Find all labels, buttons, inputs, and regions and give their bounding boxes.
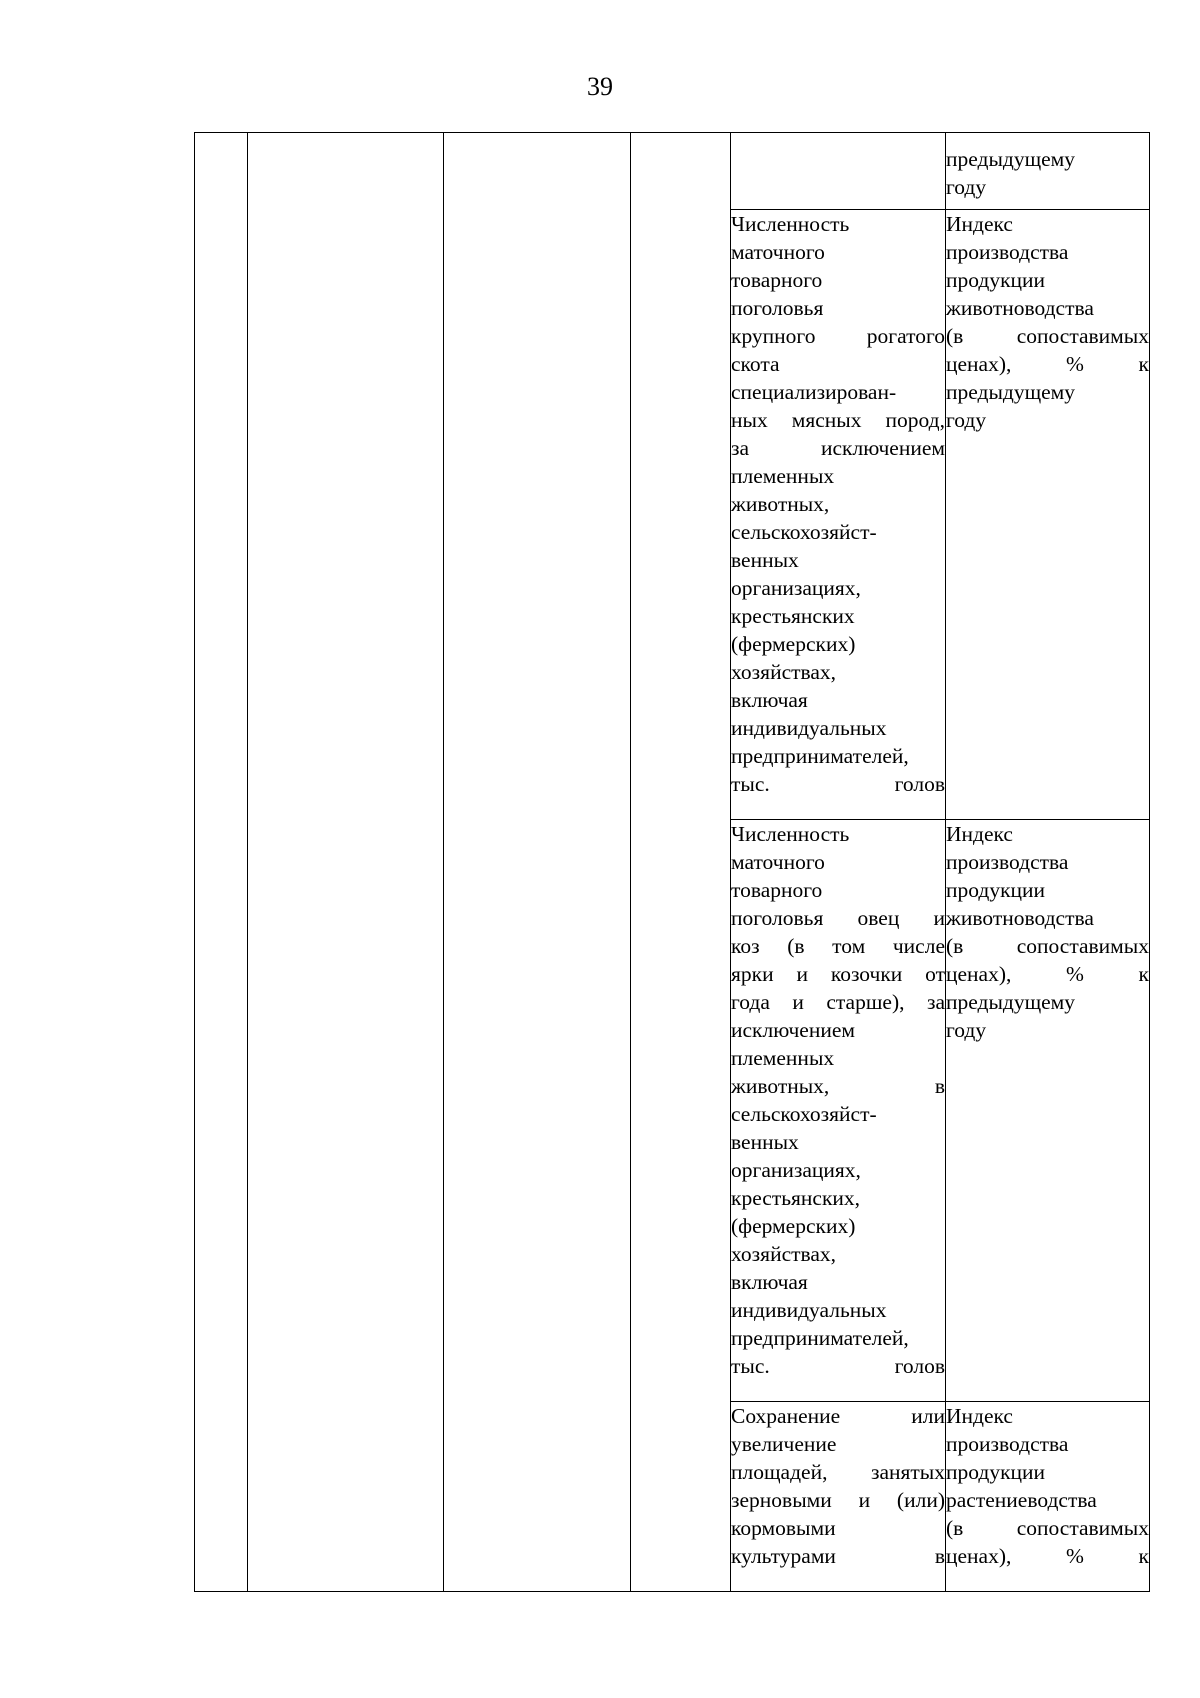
cell-text-line: индивидуальных	[731, 716, 887, 740]
cell-text-line: организациях,	[731, 1158, 861, 1182]
page-number: 39	[587, 72, 613, 101]
indicator-cell	[731, 820, 946, 1402]
executor-column	[444, 133, 631, 1592]
cell-text-line: ярки и козочки от	[731, 962, 945, 986]
cell-text-line: крестьянских,	[731, 1186, 861, 1210]
cell-text-line: ценах), % к	[946, 962, 1149, 986]
cell-text-line: исключением	[731, 1018, 855, 1042]
cell-text-line: продукции	[946, 878, 1046, 902]
cell-text-line: предыдущему	[946, 990, 1076, 1014]
cell-text-line: животных, в	[731, 1074, 945, 1098]
cell-text-line: продукции	[946, 1460, 1046, 1484]
table-row	[195, 133, 1150, 210]
cell-text-line: тыс. голов	[731, 772, 945, 796]
cell-text-line: включая	[731, 688, 808, 712]
cell-text-line: производства	[946, 850, 1069, 874]
cell-text-line: товарного	[731, 268, 823, 292]
cell-text-line: предпринимателей,	[731, 744, 909, 768]
cell-text-line: года и старше), за	[731, 990, 945, 1014]
cell-text-line: производства	[946, 1432, 1069, 1456]
cell-text-line: животноводства	[946, 906, 1094, 930]
cell-text-line: Численность	[731, 822, 850, 846]
cell-text-line: (в сопоставимых	[946, 1516, 1149, 1540]
cell-text-line: поголовья	[731, 296, 824, 320]
cell-text-line: ных мясных пород,	[731, 408, 945, 432]
cell-text-line: растениеводства	[946, 1488, 1097, 1512]
index-cell	[946, 133, 1150, 210]
cell-text-line: Сохранение или	[731, 1404, 945, 1428]
period-column	[631, 133, 731, 1592]
cell-text-line: венных	[731, 1130, 799, 1154]
cell-text-line: животных,	[731, 492, 830, 516]
cell-text-line: производства	[946, 240, 1069, 264]
cell-text-line: за исключением	[731, 436, 945, 460]
cell-text-line: ценах), % к	[946, 352, 1149, 376]
cell-text-line: коз (в том числе	[731, 934, 945, 958]
program-table	[194, 132, 1150, 1592]
name-column	[248, 133, 444, 1592]
cell-text-line: хозяйствах,	[731, 1242, 837, 1266]
cell-text-line: маточного	[731, 850, 825, 874]
cell-text-line: маточного	[731, 240, 825, 264]
cell-text-line: кормовыми	[731, 1516, 836, 1540]
cell-text-line: товарного	[731, 878, 823, 902]
cell-text-line: специализирован-	[731, 380, 897, 404]
cell-text-line: сельскохозяйст-	[731, 520, 877, 544]
cell-text-line: Индекс	[946, 212, 1013, 236]
cell-text-line: продукции	[946, 268, 1046, 292]
indicator-cell	[731, 210, 946, 820]
cell-text-line: предыдущему	[946, 147, 1076, 171]
cell-text-line: ценах), % к	[946, 1544, 1149, 1568]
cell-text-line: племенных	[731, 464, 835, 488]
cell-text-line: предпринимателей,	[731, 1326, 909, 1350]
index-cell	[946, 210, 1150, 820]
number-column	[195, 133, 248, 1592]
index-cell	[946, 1402, 1150, 1592]
cell-text-line: году	[946, 408, 987, 432]
indicator-cell	[731, 133, 946, 210]
cell-text-line: увеличение	[731, 1432, 837, 1456]
cell-text-line: поголовья овец и	[731, 906, 945, 930]
cell-text-line: (фермерских)	[731, 1214, 856, 1238]
indicator-cell	[731, 1402, 946, 1592]
cell-text-line: тыс. голов	[731, 1354, 945, 1378]
cell-text-line: (фермерских)	[731, 632, 856, 656]
cell-text-line: (в сопоставимых	[946, 324, 1149, 348]
cell-text-line: предыдущему	[946, 380, 1076, 404]
cell-text-line: культурами в	[731, 1544, 945, 1568]
cell-text-line: венных	[731, 548, 799, 572]
cell-text-line: площадей, занятых	[731, 1460, 945, 1484]
cell-text-line: (в сопоставимых	[946, 934, 1149, 958]
cell-text-line: зерновыми и (или)	[731, 1488, 945, 1512]
cell-text-line: Индекс	[946, 1404, 1013, 1428]
cell-text-line: организациях,	[731, 576, 861, 600]
cell-text-line: скота	[731, 352, 780, 376]
cell-text-line: сельскохозяйст-	[731, 1102, 877, 1126]
cell-text-line: году	[946, 1018, 987, 1042]
cell-text-line: Индекс	[946, 822, 1013, 846]
cell-text-line: году	[946, 175, 987, 199]
cell-text-line: крестьянских	[731, 604, 855, 628]
cell-text-line: индивидуальных	[731, 1298, 887, 1322]
index-cell	[946, 820, 1150, 1402]
cell-text-line: включая	[731, 1270, 808, 1294]
cell-text-line: хозяйствах,	[731, 660, 837, 684]
cell-text-line: Численность	[731, 212, 850, 236]
cell-text-line: крупного рогатого	[731, 324, 945, 348]
cell-text-line: животноводства	[946, 296, 1094, 320]
cell-text-line: племенных	[731, 1046, 835, 1070]
